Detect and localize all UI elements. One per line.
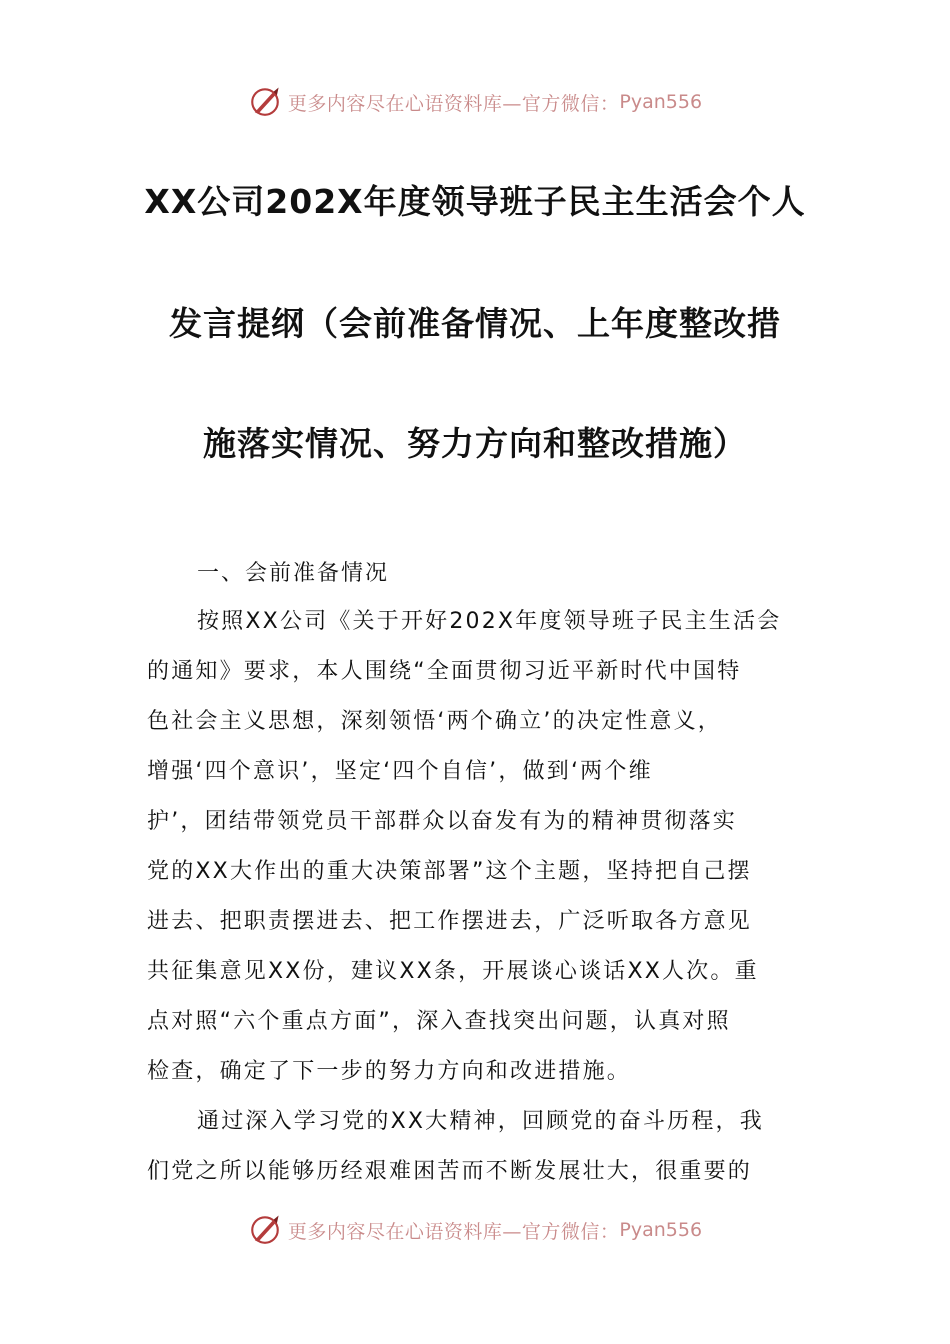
watermark-wechat-id: Pyan556: [619, 1219, 703, 1241]
paragraph-line: 党的XX大作出的重大决策部署”这个主题，坚持把自己摆: [147, 859, 752, 884]
watermark-wechat-id: Pyan556: [619, 91, 703, 113]
paragraph-line: 通过深入学习党的XX大精神，回顾党的奋斗历程，我: [197, 1109, 764, 1134]
paragraph-line: 检查，确定了下一步的努力方向和改进措施。: [147, 1059, 632, 1084]
paragraph-line: 增强‘四个意识’，坚定‘四个自信’，做到‘两个维: [147, 759, 653, 784]
quill-logo-icon: [248, 85, 282, 119]
paragraph-line: 按照XX公司《关于开好202X年度领导班子民主生活会: [197, 609, 782, 634]
paragraph-line: 护’，团结带领党员干部群众以奋发有为的精神贯彻落实: [147, 809, 737, 834]
header-watermark: [0, 82, 950, 122]
paragraph-line: 们党之所以能够历经艰难困苦而不断发展壮大，很重要的: [147, 1159, 753, 1184]
footer-watermark: [0, 1210, 950, 1250]
document-title-line-1: XX公司202X年度领导班子民主生活会个人: [144, 182, 806, 221]
section-heading: 一、会前准备情况: [197, 561, 390, 586]
paragraph-line: 点对照“六个重点方面”，深入查找突出问题，认真对照: [147, 1009, 731, 1034]
watermark-text: 更多内容尽在心语资料库—官方微信：: [287, 92, 620, 115]
document-title-line-3: 施落实情况、努力方向和整改措施）: [203, 424, 747, 463]
paragraph-line: 共征集意见XX份，建议XX条，开展谈心谈话XX人次。重: [147, 959, 759, 984]
paragraph-line: 的通知》要求，本人围绕“全面贯彻习近平新时代中国特: [147, 659, 742, 684]
quill-logo-icon: [248, 1213, 282, 1247]
paragraph-line: 色社会主义思想，深刻领悟‘两个确立’的决定性意义，: [147, 709, 722, 734]
document-title-line-2: 发言提纲（会前准备情况、上年度整改措: [169, 304, 781, 343]
watermark-text: 更多内容尽在心语资料库—官方微信：: [287, 1220, 620, 1243]
paragraph-line: 进去、把职责摆进去、把工作摆进去，广泛听取各方意见: [147, 909, 753, 934]
